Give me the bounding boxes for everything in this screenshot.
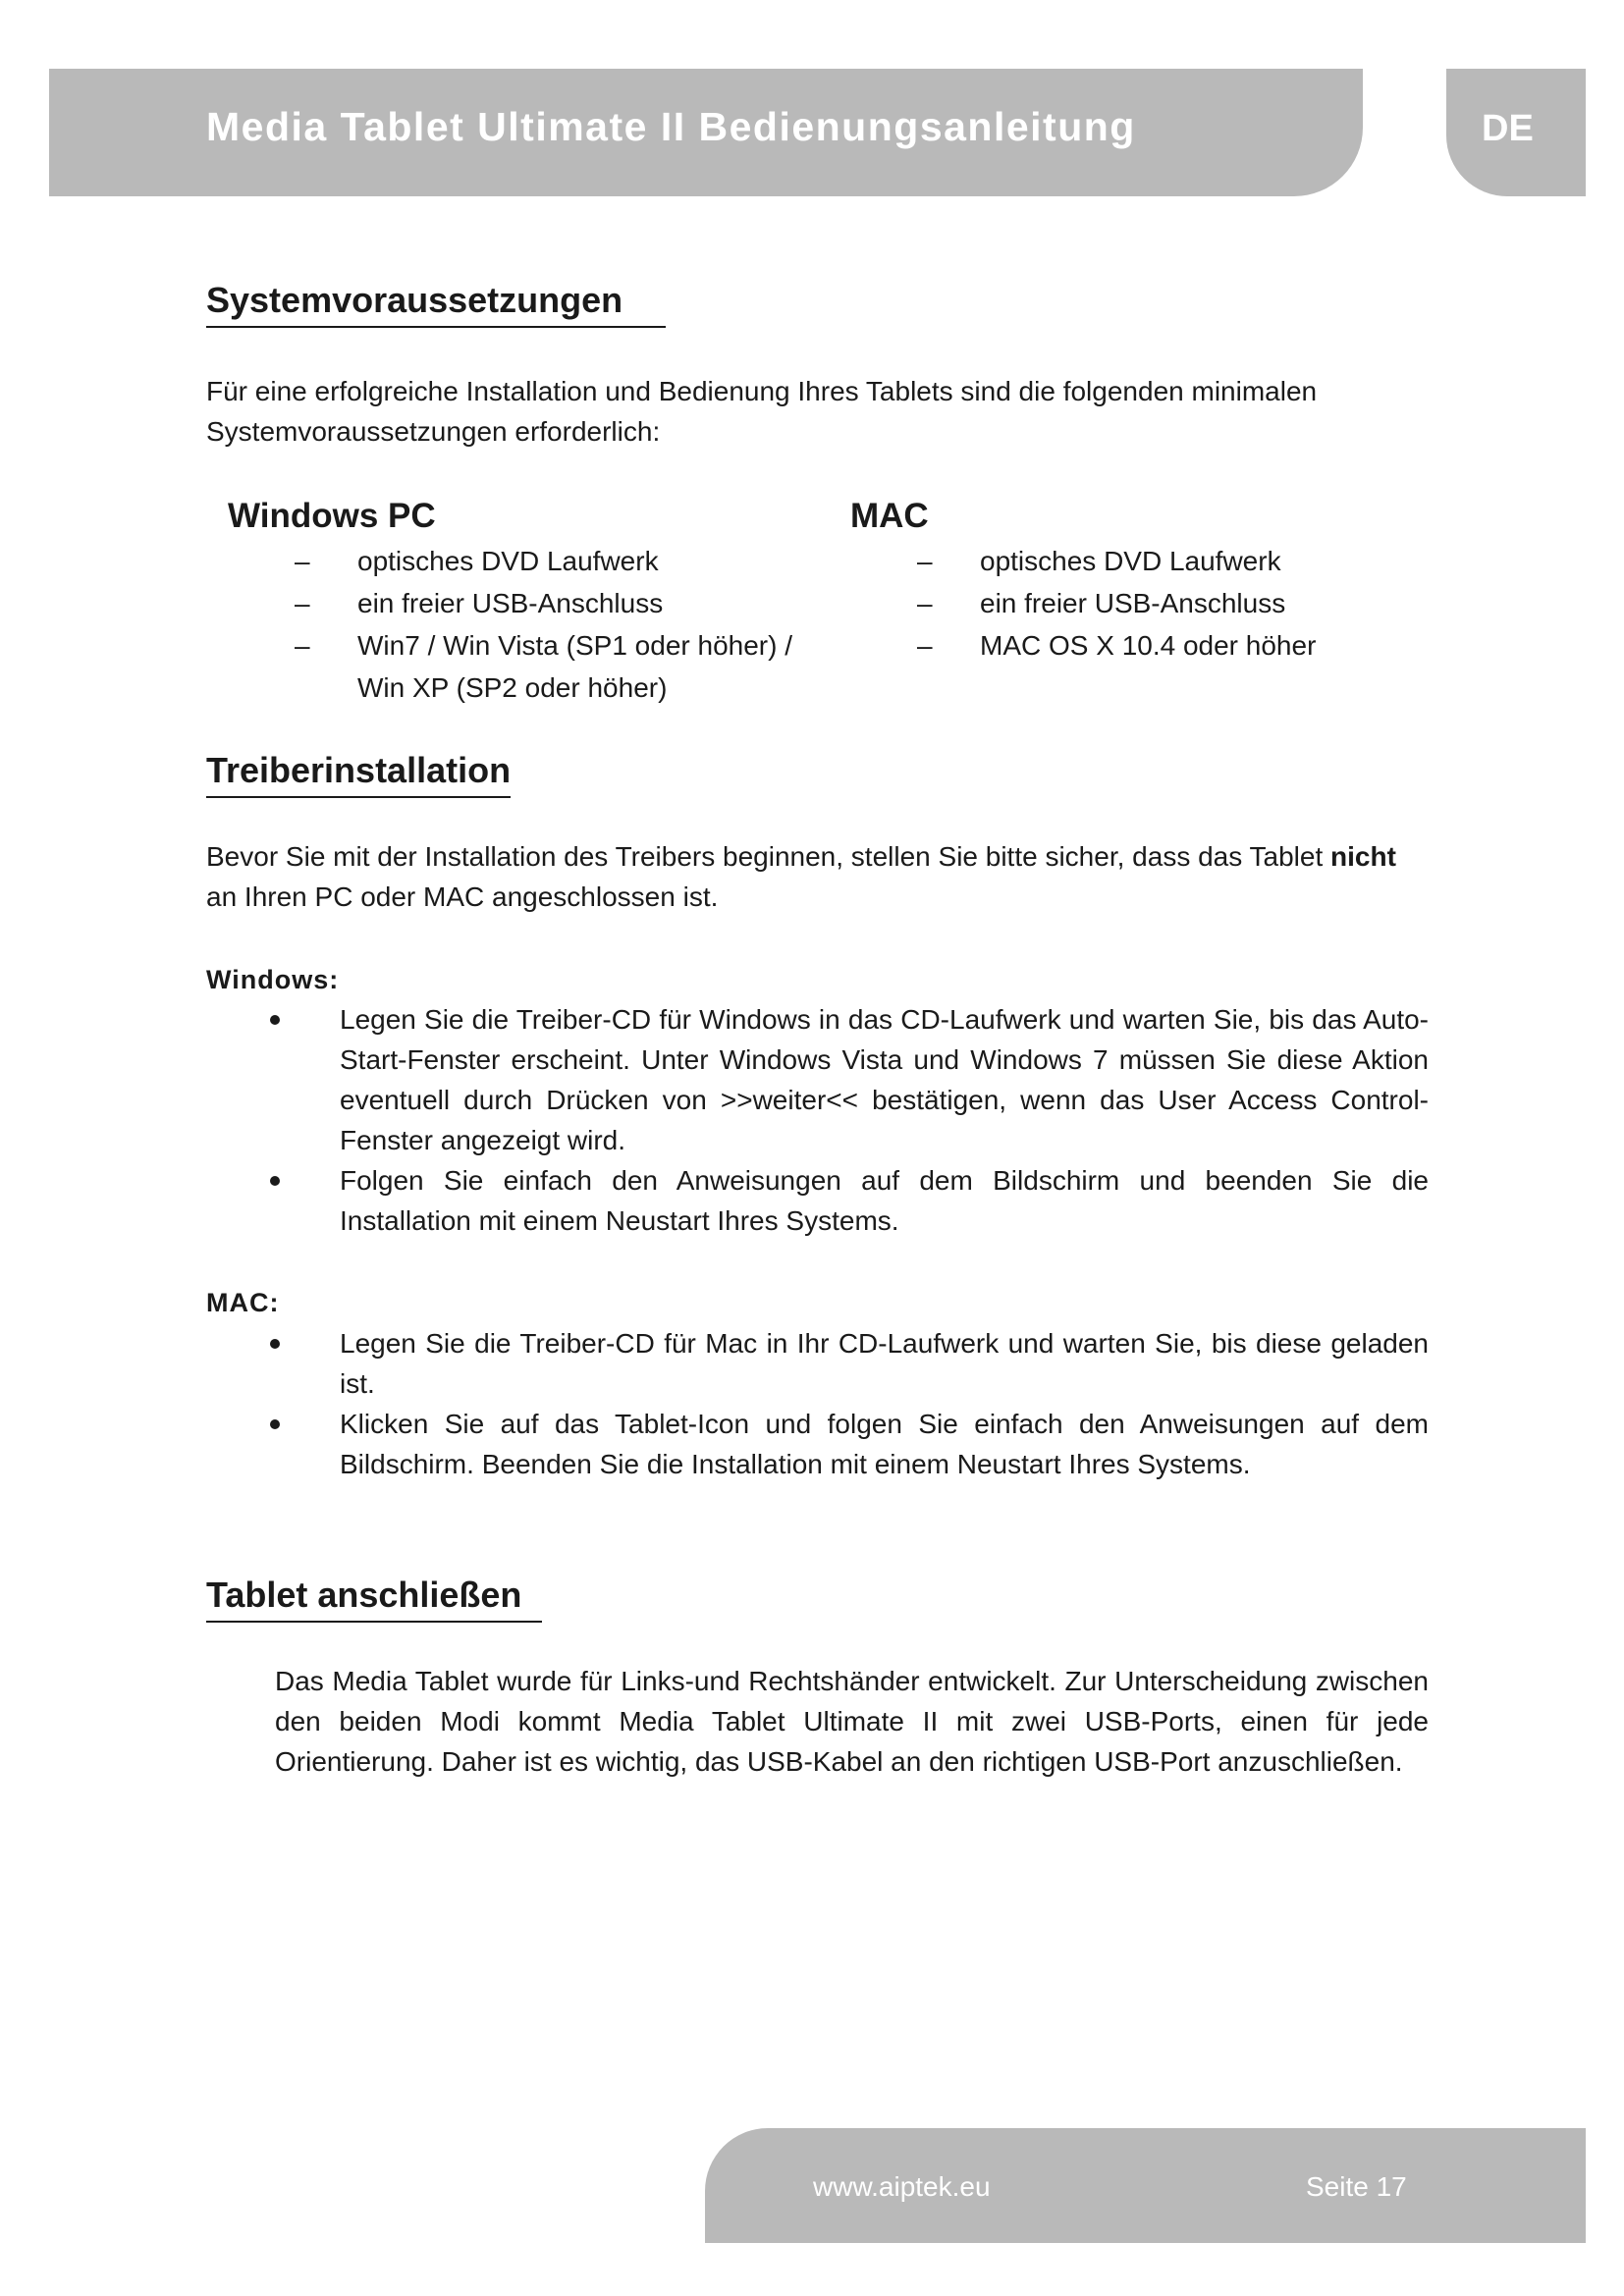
list-item: – ein freier USB-Anschluss (850, 582, 1400, 624)
mac-steps (265, 1323, 1429, 1484)
dash-marker: – (295, 588, 310, 618)
dash-marker: – (917, 546, 933, 576)
dash-marker: – (917, 588, 933, 618)
system-intro: Für eine erfolgreiche Installation und Bedienung Ihres Tablets sind die folgenden minimalen Systemvoraussetzungen erforderlich: (206, 376, 1318, 447)
list-item: – ein freier USB-Anschluss (228, 582, 837, 624)
heading-systemvoraussetzungen: Systemvoraussetzungen (206, 280, 666, 328)
footer-url: www.aiptek.eu (813, 2171, 991, 2202)
bullet-marker (270, 1015, 280, 1025)
list-item: Folgen Sie einfach den Anweisungen auf dem Bildschirm und beenden Sie die Installation mit einem Neustart Ihres Systems. (265, 1160, 1429, 1241)
list-item: – optisches DVD Laufwerk (850, 540, 1400, 582)
language-label: DE (1482, 108, 1534, 149)
header-bar (49, 69, 1363, 196)
windows-subheading: Windows: (206, 965, 340, 994)
list-item: – optisches DVD Laufwerk (228, 540, 837, 582)
heading-treiberinstallation: Treiberinstallation (206, 750, 511, 798)
dash-marker: – (917, 630, 933, 661)
mac-requirements (850, 540, 1400, 667)
windows-steps (265, 999, 1429, 1241)
list-item: Legen Sie die Treiber-CD für Mac in Ihr CD-Laufwerk und warten Sie, bis diese geladen ist. (265, 1323, 1429, 1404)
list-item: Klicken Sie auf das Tablet-Icon und folgen Sie einfach den Anweisungen auf dem Bildschirm. Beenden Sie die Installation mit einem Neustart Ihres Systems. (265, 1404, 1429, 1484)
heading-tablet-anschliessen: Tablet anschließen (206, 1575, 542, 1623)
mac-heading: MAC (850, 497, 929, 535)
list-item: – Win7 / Win Vista (SP1 oder höher) / Win XP (SP2 oder höher) (228, 624, 837, 709)
bullet-marker (270, 1339, 280, 1349)
list-item: Legen Sie die Treiber-CD für Windows in das CD-Laufwerk und warten Sie, bis das Auto-Start-Fenster erscheint. Unter Windows Vista und Windows 7 müssen Sie diese Aktion eventuell durch Drücken von >>weiter<< bestätigen, wenn das User Access Control-Fenster angezeigt wird. (265, 999, 1429, 1160)
dash-marker: – (295, 630, 310, 661)
driver-intro: Bevor Sie mit der Installation des Treibers beginnen, stellen Sie bitte sicher, dass das Tablet nicht an Ihren PC oder MAC angeschlossen ist. (206, 841, 1396, 912)
mac-subheading: MAC: (206, 1288, 280, 1317)
dash-marker: – (295, 546, 310, 576)
list-item: – MAC OS X 10.4 oder höher (850, 624, 1400, 667)
windows-requirements (228, 540, 837, 709)
windows-pc-heading: Windows PC (228, 497, 436, 535)
tablet-connect-text: Das Media Tablet wurde für Links-und Rechtshänder entwickelt. Zur Unterscheidung zwischen den beiden Modi kommt Media Tablet Ultimate II mit zwei USB-Ports, einen für jede Orientierung. Daher ist es wichtig, das USB-Kabel an den richtigen USB-Port anzuschließen. (275, 1666, 1429, 1777)
header-title: Media Tablet Ultimate II Bedienungsanleitung (206, 104, 1136, 149)
bullet-marker (270, 1176, 280, 1186)
bullet-marker (270, 1419, 280, 1429)
footer-bar (705, 2128, 1586, 2243)
page-number: Seite 17 (1306, 2171, 1407, 2202)
language-tab (1446, 69, 1586, 196)
